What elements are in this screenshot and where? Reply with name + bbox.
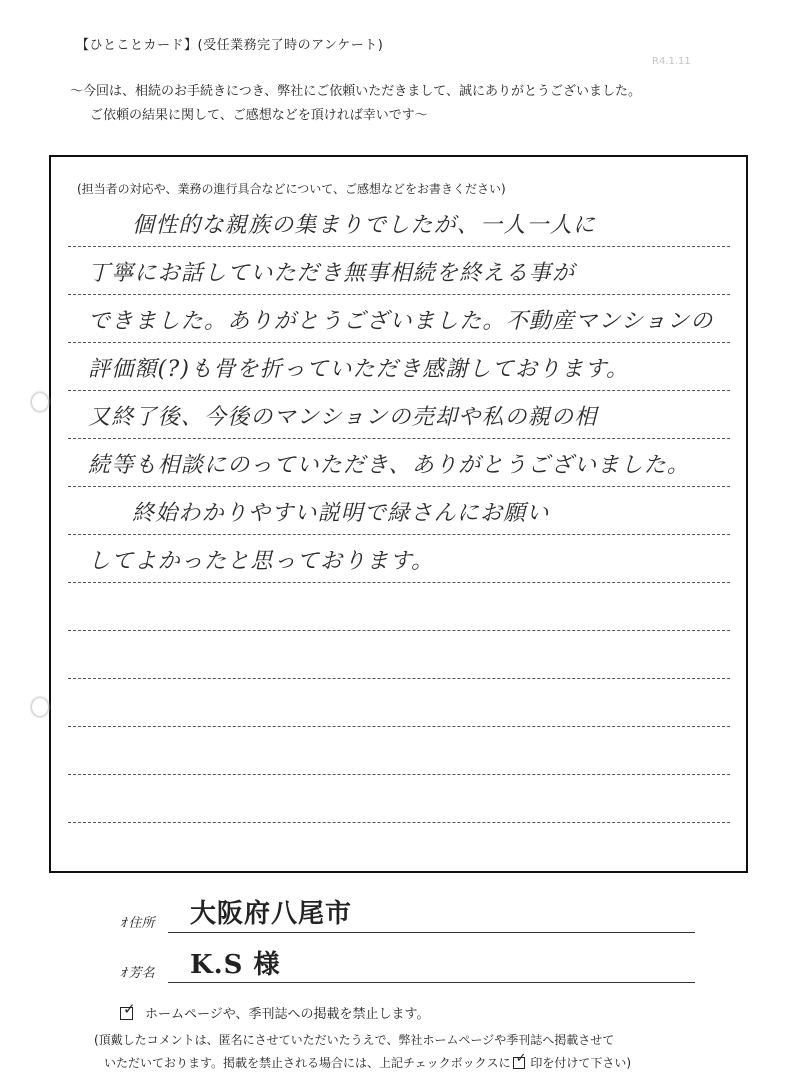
handwritten-line: できました。ありがとうございました。不動産マンションの bbox=[88, 309, 714, 334]
address-underline bbox=[168, 932, 695, 933]
ruled-line bbox=[68, 726, 730, 727]
ruled-line bbox=[68, 390, 730, 391]
address-value: 大阪府八尾市 bbox=[190, 899, 353, 929]
punch-hole bbox=[32, 698, 48, 716]
ruled-line bbox=[68, 582, 730, 583]
ruled-line bbox=[68, 822, 730, 823]
ruled-line bbox=[68, 774, 730, 775]
comment-prompt: (担当者の対応や、業務の進行具合などについて、ご感想などをお書きください) bbox=[77, 182, 506, 196]
consent-note-line-1: (頂戴したコメントは、匿名にさせていただいたうえで、弊社ホームページや季刊誌へ掲載させて bbox=[94, 1033, 615, 1047]
ruled-line bbox=[68, 342, 730, 343]
name-label: ｵ 芳名 bbox=[120, 966, 155, 981]
consent-row[interactable] bbox=[120, 1000, 430, 1022]
consent-note-line-2 bbox=[104, 1051, 632, 1071]
received-date-stamp: R4.1.11 bbox=[652, 56, 691, 67]
card-title: 【ひとことカード】(受任業務完了時のアンケート) bbox=[76, 38, 384, 53]
intro-text-line-1: 〜今回は、相続のお手続きにつき、弊社にご依頼いただきまして、誠にありがとうございました。 bbox=[70, 84, 641, 99]
handwritten-line: 終始わかりやすい説明で緑さんにお願い bbox=[132, 501, 550, 526]
consent-note-part-a: いただいております。掲載を禁止される場合には、上記チェックボックスに bbox=[104, 1056, 511, 1070]
consent-note-part-b: 印を付けて下さい) bbox=[530, 1056, 632, 1070]
ruled-line bbox=[68, 630, 730, 631]
sample-checkbox-icon bbox=[513, 1051, 527, 1069]
check-mark-icon: ✓ bbox=[515, 1051, 527, 1066]
punch-hole bbox=[32, 393, 48, 411]
ruled-line bbox=[68, 678, 730, 679]
consent-checkbox[interactable] bbox=[120, 1000, 136, 1020]
handwritten-line: してよかったと思っております。 bbox=[88, 549, 435, 574]
handwritten-line: 又終了後、今後のマンションの売却や私の親の相 bbox=[88, 405, 598, 430]
check-mark-icon: ✓ bbox=[123, 1000, 136, 1018]
intro-text-line-2: ご依頼の結果に関して、ご感想などを頂ければ幸いです〜 bbox=[90, 108, 428, 123]
ruled-line bbox=[68, 534, 730, 535]
comment-box bbox=[49, 155, 748, 873]
handwritten-line: 続等も相談にのっていただき、ありがとうございました。 bbox=[88, 453, 691, 478]
name-value: K.S 様 bbox=[190, 950, 281, 980]
handwritten-line: 個性的な親族の集まりでしたが、一人一人に bbox=[132, 213, 597, 238]
ruled-line bbox=[68, 294, 730, 295]
handwritten-line: 丁寧にお話していただき無事相続を終える事が bbox=[88, 261, 576, 286]
address-label: ｵ 住所 bbox=[120, 916, 155, 931]
consent-label: ホームページや、季刊誌への掲載を禁止します。 bbox=[145, 1007, 430, 1022]
name-underline bbox=[168, 982, 695, 983]
ruled-line bbox=[68, 438, 730, 439]
handwritten-line: 評価額(?)も骨を折っていただき感謝しております。 bbox=[88, 357, 630, 382]
ruled-line bbox=[68, 246, 730, 247]
ruled-line bbox=[68, 486, 730, 487]
